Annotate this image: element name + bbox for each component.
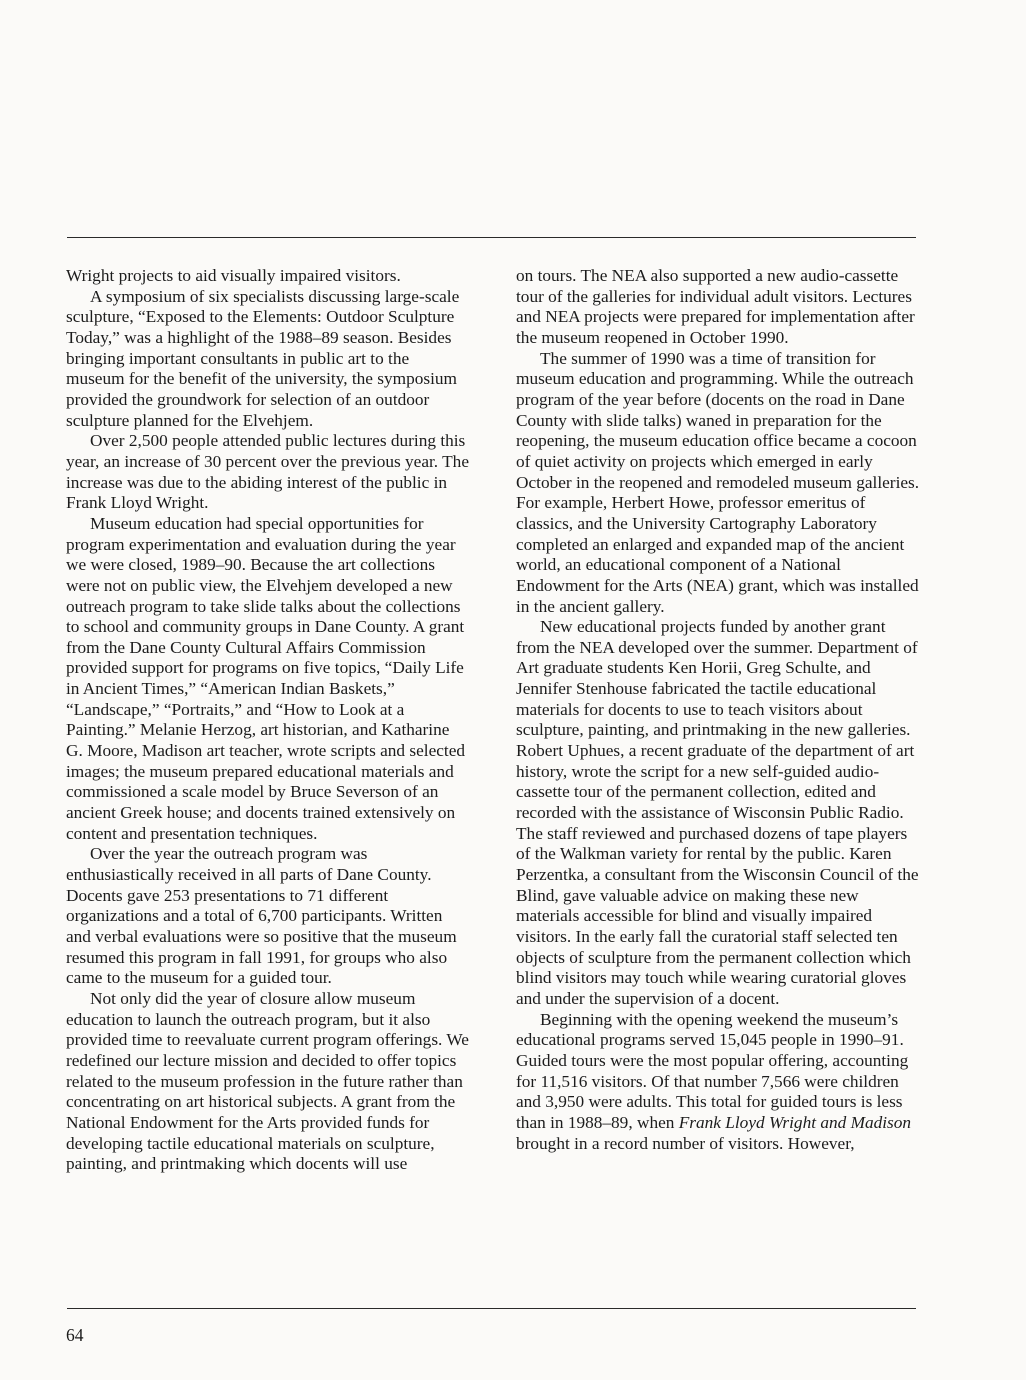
paragraph: New educational projects funded by another grant from the NEA developed over the summer. Department of Art graduate students Ken Horii, Greg Schulte, and Jennifer Stenhouse fabricated the tactile educational materials for docents to use to teach visitors about sculpture, painting, and printmaking in the new galleries. Robert Uphues, a recent graduate of the department of art history, wrote the script for a new self-guided audio-cassette tour of the permanent collection, edited and recorded with the assistance of Wisconsin Public Radio. The staff reviewed and purchased dozens of tape players of the Walkman variety for rental by the public. Karen Perzentka, a consultant from the Wisconsin Council of the Blind, gave valuable advice on making these new materials accessible for blind and visually impaired visitors. In the early fall the curatorial staff selected ten objects of sculpture from the permanent collection which blind visitors may touch while wearing curatorial gloves and under the supervision of a docent.	[516, 617, 919, 1008]
paragraph: Over 2,500 people attended public lectures during this year, an increase of 30 percent over the previous year. The increase was due to the abiding interest of the public in Frank Lloyd Wright.	[66, 431, 469, 513]
left-column	[66, 266, 470, 1175]
paragraph: Museum education had special opportunities for program experimentation and evaluation during the year we were closed, 1989–90. Because the art collections were not on public view, the Elvehjem developed a new outreach program to take slide talks about the collections to school and community groups in Dane County. A grant from the Dane County Cultural Affairs Commission provided support for programs on five topics, “Daily Life in Ancient Times,” “American Indian Baskets,” “Landscape,” “Portraits,” and “How to Look at a Painting.” Melanie Herzog, art historian, and Katharine G. Moore, Madison art teacher, wrote scripts and selected images; the museum prepared educational materials and commissioned a scale model by Bruce Severson of an ancient Greek house; and docents trained extensively on content and presentation techniques.	[66, 513, 466, 843]
paragraph-text: Beginning with the opening weekend the museum’s educational programs served 15,045 people in 1990–91. Guided tours were the most popular offering, accounting for 11,516 visitors. Of that number 7,566 were children and 3,950 were adults. This total for guided tours is less than in 1988–89, when	[516, 1009, 909, 1132]
top-rule	[67, 237, 916, 238]
paragraph-text: brought in a record number of visitors. However,	[516, 1133, 855, 1153]
paragraph: A symposium of six specialists discussing large-scale sculpture, “Exposed to the Elements: Outdoor Sculpture Today,” was a highlight of the 1988–89 season. Besides bringing important consultants in public art to the museum for the benefit of the university, the symposium provided the groundwork for selection of an outdoor sculpture planned for the Elvehjem.	[66, 286, 460, 430]
paragraph: Wright projects to aid visually impaired visitors.	[66, 266, 401, 285]
paragraph: The summer of 1990 was a time of transition for museum education and programming. While the outreach program of the year before (docents on the road in Dane County with slide talks) waned in preparation for the reopening, the museum education office became a cocoon of quiet activity on projects which emerged in early October in the reopened and remodeled museum galleries. For example, Herbert Howe, professor emeritus of classics, and the University Cartography Laboratory completed an enlarged and expanded map of the ancient world, an educational component of a National Endowment for the Arts (NEA) grant, which was installed in the ancient gallery.	[516, 348, 920, 616]
paragraph: Not only did the year of closure allow museum education to launch the outreach program, but it also provided time to reevaluate current program offerings. We redefined our lecture mission and decided to offer topics related to the museum profession in the future rather than concentrating on art historical subjects. A grant from the National Endowment for the Arts provided funds for developing tactile educational materials on sculpture, painting, and printmaking which docents will use	[66, 988, 469, 1174]
italic-title: Frank Lloyd Wright and Madison	[678, 1112, 912, 1132]
paragraph	[516, 1010, 920, 1155]
right-column	[516, 266, 920, 1154]
paragraph: on tours. The NEA also supported a new audio-cassette tour of the galleries for individual adult visitors. Lectures and NEA projects were prepared for implementation after the museum reopened in October 1990.	[516, 266, 915, 347]
bottom-rule	[67, 1308, 916, 1309]
paragraph: Over the year the outreach program was enthusiastically received in all parts of Dane County. Docents gave 253 presentations to 71 different organizations and a total of 6,700 participants. Written and verbal evaluations were so positive that the museum resumed this program in fall 1991, for groups who also came to the museum for a guided tour.	[66, 844, 457, 988]
page-number: 64	[66, 1325, 84, 1345]
